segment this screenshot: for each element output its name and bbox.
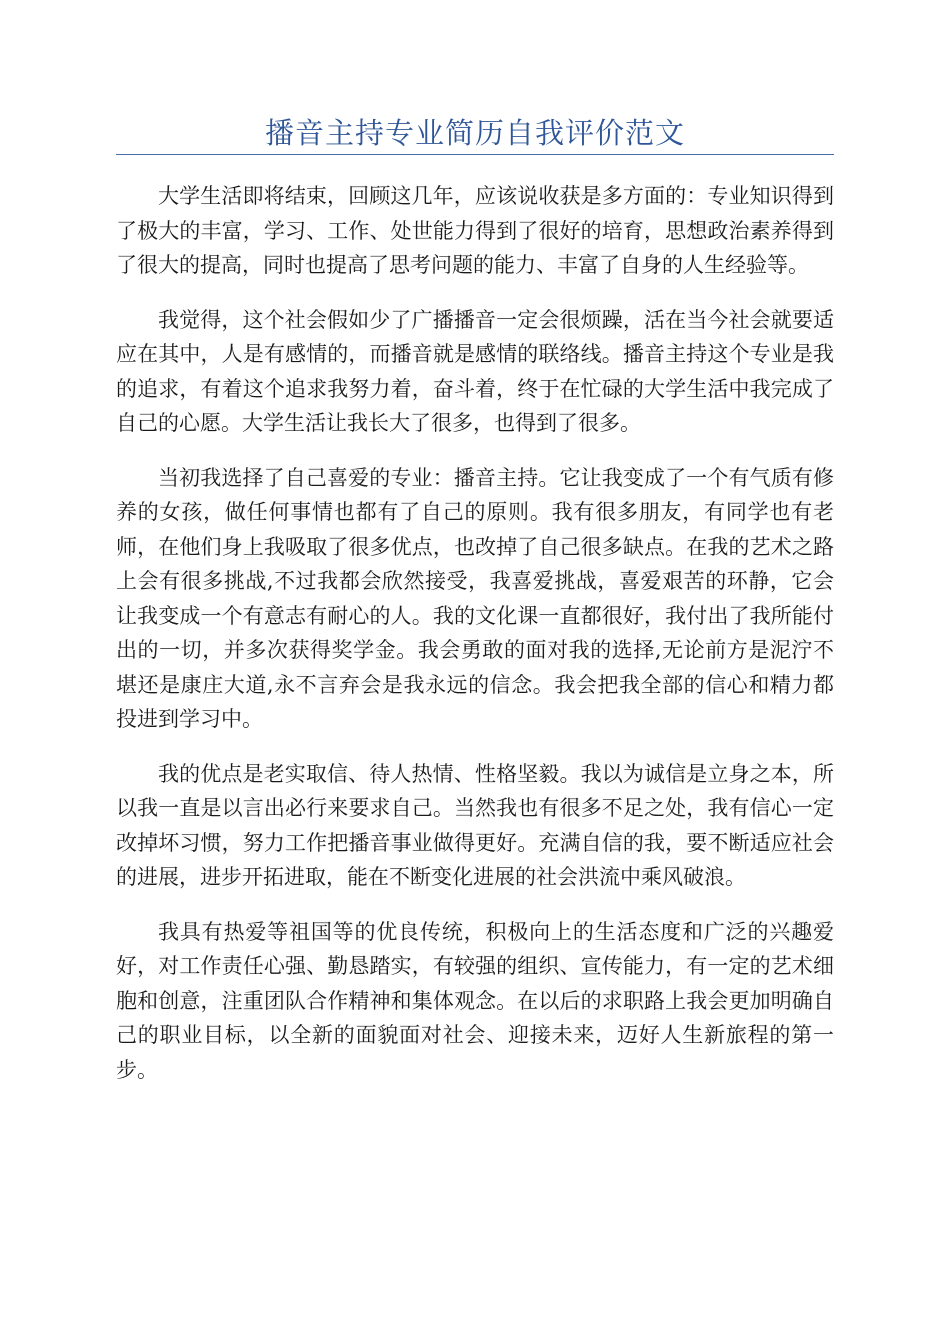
paragraph: 大学生活即将结束，回顾这几年，应该说收获是多方面的：专业知识得到了极大的丰富，学习、工作、处世能力得到了很好的培育，思想政治素养得到了很大的提高，同时也提高了思考问题的能力、丰富了自身的人生经验等。 <box>116 184 834 277</box>
document-body <box>116 155 834 1087</box>
paragraph: 我具有热爱等祖国等的优良传统，积极向上的生活态度和广泛的兴趣爱好，对工作责任心强、勤恳踏实，有较强的组织、宣传能力，有一定的艺术细胞和创意，注重团队合作精神和集体观念。在以后的求职路上我会更加明确自己的职业目标，以全新的面貌面对社会、迎接未来，迈好人生新旅程的第一步。 <box>116 919 834 1082</box>
paragraph: 当初我选择了自己喜爱的专业：播音主持。它让我变成了一个有气质有修养的女孩，做任何事情也都有了自己的原则。我有很多朋友，有同学也有老师，在他们身上我吸取了很多优点，也改掉了自己很多缺点。在我的艺术之路上会有很多挑战,不过我都会欣然接受，我喜爱挑战，喜爱艰苦的环静，它会让我变成一个有意志有耐心的人。我的文化课一直都很好，我付出了我所能付出的一切，并多次获得奖学金。我会勇敢的面对我的选择,无论前方是泥泞不堪还是康庄大道,永不言弃会是我永远的信念。我会把我全部的信心和精力都投进到学习中。 <box>116 465 834 731</box>
document-page <box>116 0 834 1107</box>
paragraph: 我的优点是老实取信、待人热情、性格坚毅。我以为诚信是立身之本，所以我一直是以言出必行来要求自己。当然我也有很多不足之处，我有信心一定改掉坏习惯，努力工作把播音事业做得更好。充满自信的我，要不断适应社会的进展，进步开拓进取，能在不断变化进展的社会洪流中乘风破浪。 <box>116 761 834 889</box>
paragraph: 我觉得，这个社会假如少了广播播音一定会很烦躁，活在当今社会就要适应在其中，人是有感情的，而播音就是感情的联络线。播音主持这个专业是我的追求，有着这个追求我努力着，奋斗着，终于在忙碌的大学生活中我完成了自己的心愿。大学生活让我长大了很多，也得到了很多。 <box>116 307 834 435</box>
document-title: 播音主持专业简历自我评价范文 <box>264 116 685 150</box>
